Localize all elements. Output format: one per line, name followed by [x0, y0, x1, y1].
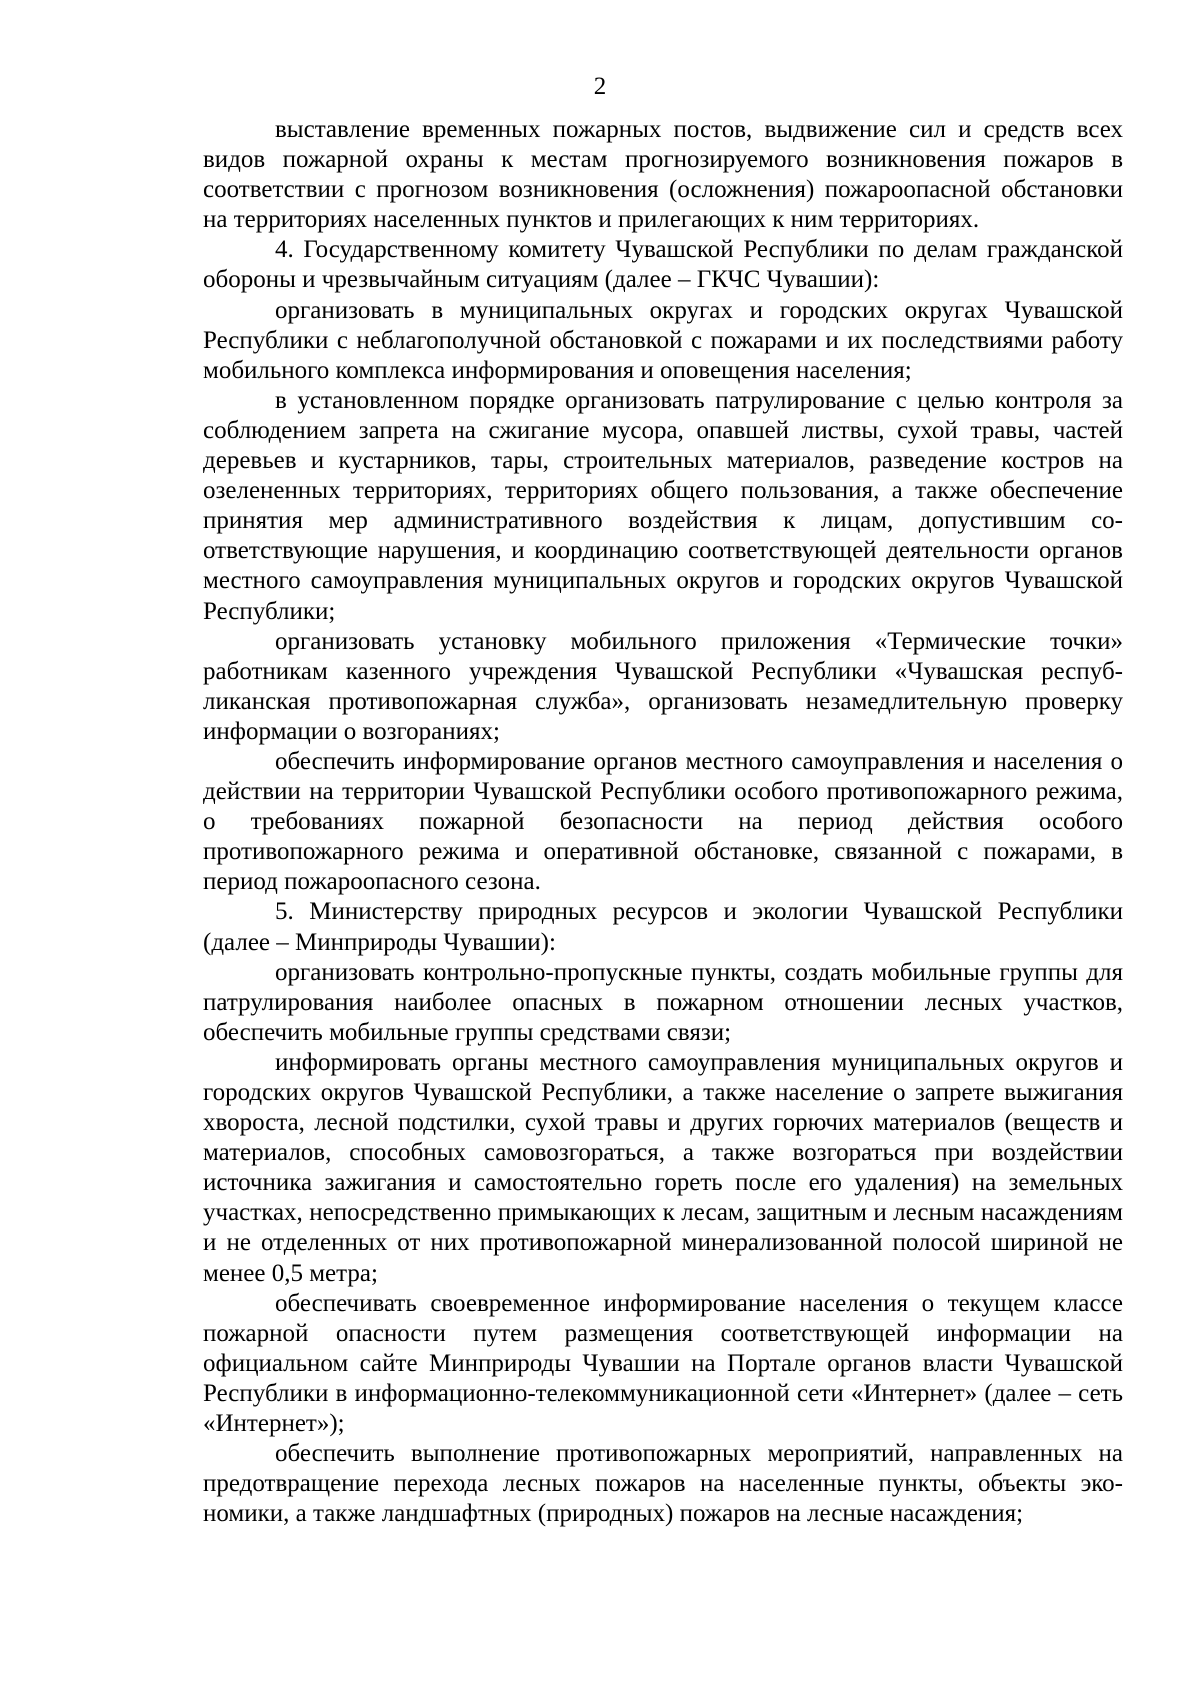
- paragraph-item-4: 4. Государственному комитету Чувашской Республики по делам гражданской обороны и чрезвычайным ситуациям (далее – ГКЧС Чувашии):: [203, 236, 1123, 294]
- document-body: [203, 115, 1123, 1529]
- paragraph-patrol: в установленном порядке организовать патрулирование с целью контроля за соблюдением запрета на сжигание мусора, опавшей листвы, сухой травы, частей деревьев и кустарников, тары, строительных материалов, разведение костров на озелененных территориях, территориях общего пользования, а также обеспечение принятия мер административного воздействия к лицам, допустившим соответствующие нарушения, и координацию соответствующей деятельности органов местного самоуправления муниципальных округов и городских округов Чувашской Республики;: [203, 386, 1123, 625]
- paragraph-posts: выставление временных пожарных постов, выдвижение сил и средств всех видов пожарной охраны к местам прогнозируемого возникновения пожаров в соответствии с прогнозом возникновения (осложнения) пожароопасной обстановки на территориях населенных пунктов и прилегающих к ним территориях.: [203, 116, 1123, 234]
- paragraph-checkpoints: организовать контрольно-пропускные пункты, создать мобильные группы для патрулирования наиболее опасных в пожарном отношении лесных участков, обеспечить мобильные группы средствами связи;: [203, 958, 1123, 1046]
- paragraph-burning-ban: информировать органы местного самоуправления муниципальных округов и городских округов Чувашской Республики, а также население о запрете выжигания хвороста, лесной подстилки, сухой травы и других горючих материалов (веществ и материалов, способных самовозгораться, а также возгораться при воздействии источника зажигания и самостоятельно гореть после его удаления) на земельных участках, непосредственно примыкающих к лесам, защитным и лесным насаждениям и не отделенных от них противопожарной минерализованной полосой шириной не менее 0,5 метра;: [203, 1048, 1123, 1287]
- paragraph-thermal-points-app: организовать установку мобильного приложения «Термические точки» работникам казенного учреждения Чувашской Республики «Чувашская республиканская противопожарная служба», организовать незамедлительную проверку информации о возгораниях;: [203, 627, 1123, 745]
- page-number: 2: [593, 73, 607, 100]
- paragraph-fire-danger-class: обеспечивать своевременное информирование населения о текущем классе пожарной опасности путем размещения соответствующей информации на официальном сайте Минприроды Чувашии на Портале органов власти Чувашской Республики в информационно-телекоммуникационной сети «Интернет» (далее – сеть «Интернет»);: [203, 1289, 1123, 1438]
- paragraph-inform-population: обеспечить информирование органов местного самоуправления и населения о действии на территории Чувашской Республики особого противопожарного режима, о требованиях пожарной безопасности на период действия особого противопожарного режима и оперативной обстановке, связанной с пожарами, в период пожароопасного сезона.: [203, 747, 1123, 896]
- paragraph-item-5: 5. Министерству природных ресурсов и экологии Чувашской Республики (далее – Минприроды Чувашии):: [203, 898, 1123, 956]
- paragraph-mobile-complex: организовать в муниципальных округах и городских округах Чувашской Республики с неблагополучной обстановкой с пожарами и их последствиями работу мобильного комплекса информирования и оповещения населения;: [203, 296, 1123, 384]
- paragraph-fire-prevention: обеспечить выполнение противопожарных мероприятий, направленных на предотвращение перехода лесных пожаров на населенные пункты, объекты экономики, а также ландшафтных (природных) пожаров на лесные насаждения;: [203, 1440, 1123, 1528]
